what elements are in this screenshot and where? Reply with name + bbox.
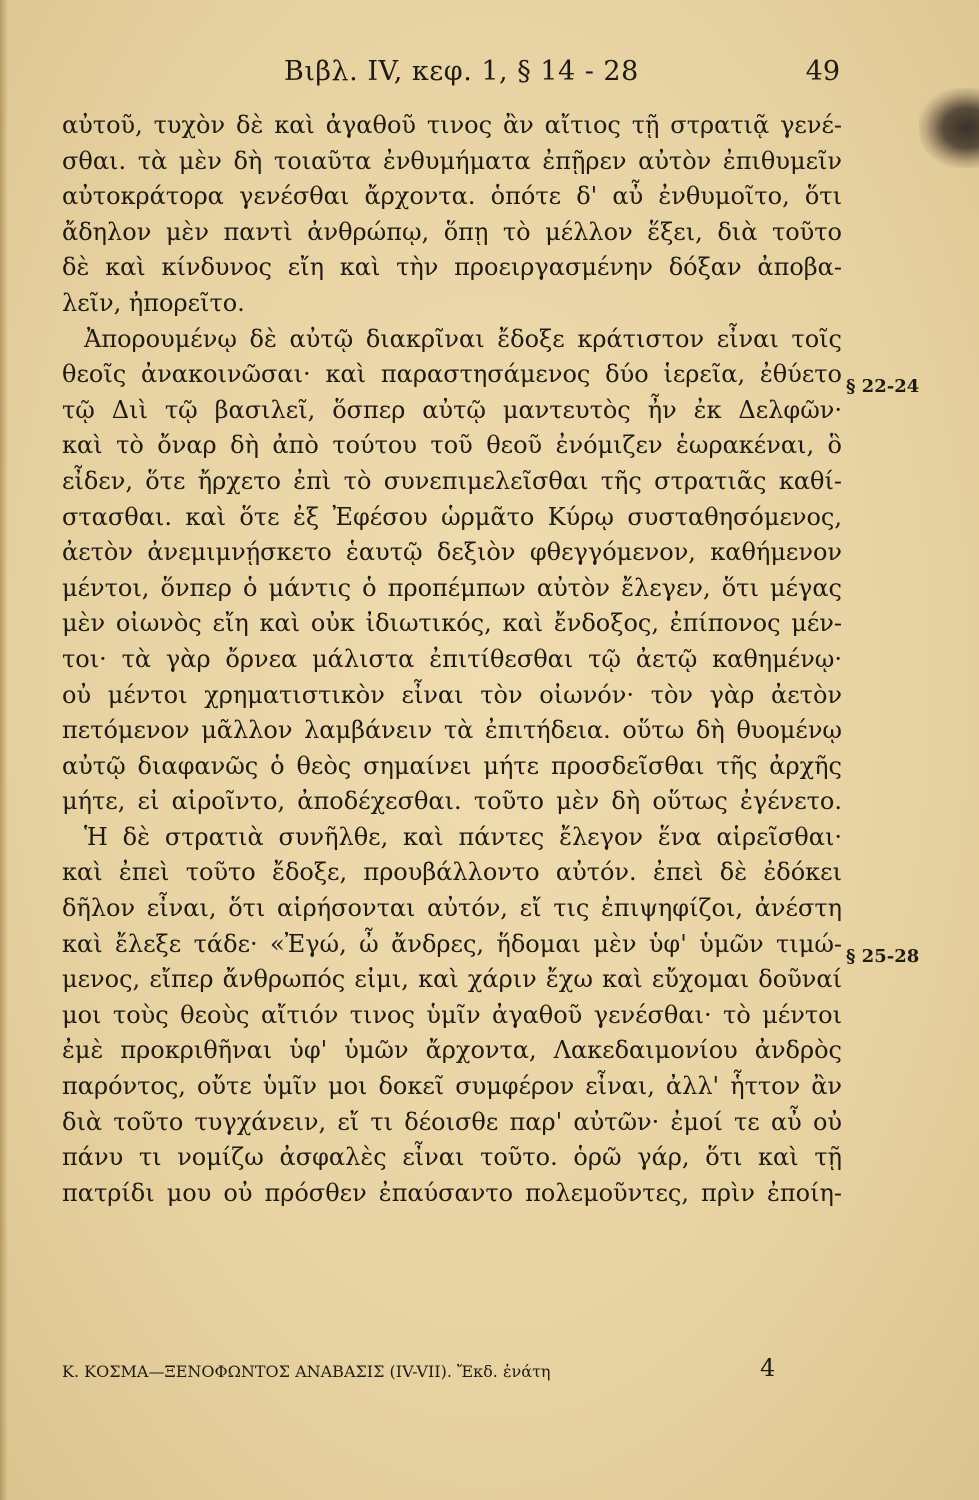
text-line: ἐμὲ προκριθῆναι ὑφ' ὑμῶν ἄρχοντα, Λακεδαιμονίου ἀνδρὸς bbox=[62, 1036, 842, 1065]
ink-stain bbox=[919, 88, 979, 168]
text-line: μενος, εἴπερ ἄνθρωπός εἰμι, καὶ χάριν ἔχω καὶ εὔχομαι δοῦναί bbox=[62, 965, 842, 994]
text-line: πάνυ τι νομίζω ἀσφαλὲς εἶναι τοῦτο. ὁρῶ γάρ, ὅτι καὶ τῇ bbox=[62, 1143, 842, 1172]
text-line: δὲ καὶ κίνδυνος εἴη καὶ τὴν προειργασμένην δόξαν ἀποβα- bbox=[62, 253, 842, 282]
text-line: στασθαι. καὶ ὅτε ἐξ Ἐφέσου ὡρμᾶτο Κύρῳ συσταθησόμενος, bbox=[62, 502, 842, 531]
text-line: σθαι. τὰ μὲν δὴ τοιαῦτα ἐνθυμήματα ἐπῇρεν αὐτὸν ἐπιθυμεῖν bbox=[62, 146, 842, 175]
text-line: ἀετὸν ἀνεμιμνῄσκετο ἑαυτῷ δεξιὸν φθεγγόμενον, καθήμενον bbox=[62, 538, 842, 567]
body-text bbox=[62, 108, 842, 1211]
text-line: αὐτῷ διαφανῶς ὁ θεὸς σημαίνει μήτε προσδεῖσθαι τῆς ἀρχῆς bbox=[62, 751, 842, 780]
text-line: ἄδηλον μὲν παντὶ ἀνθρώπῳ, ὅπῃ τὸ μέλλον ἕξει, διὰ τοῦτο bbox=[62, 217, 842, 246]
running-head: Βιβλ. IV, κεφ. 1, § 14 - 28 bbox=[284, 56, 639, 87]
text-line: καὶ ἐπεὶ τοῦτο ἔδοξε, προυβάλλοντο αὐτόν. ἐπεὶ δὲ ἐδόκει bbox=[62, 858, 842, 887]
text-line: Ἡ δὲ στρατιὰ συνῆλθε, καὶ πάντες ἔλεγον ἕνα αἱρεῖσθαι· bbox=[84, 822, 842, 851]
text-line: λεῖν, ἠπορεῖτο. bbox=[62, 288, 245, 317]
text-line: θεοῖς ἀνακοινῶσαι· καὶ παραστησάμενος δύο ἱερεῖα, ἐθύετο bbox=[62, 360, 842, 389]
text-line: καὶ τὸ ὄναρ δὴ ἀπὸ τούτου τοῦ θεοῦ ἐνόμιζεν ἑωρακέναι, ὃ bbox=[62, 431, 842, 460]
text-line: τοι· τὰ γὰρ ὄρνεα μάλιστα ἐπιτίθεσθαι τῷ ἀετῷ καθημένῳ· bbox=[62, 644, 842, 673]
text-line: μέντοι, ὅνπερ ὁ μάντις ὁ προπέμπων αὐτὸν ἔλεγεν, ὅτι μέγας bbox=[62, 573, 842, 602]
text-line: δῆλον εἶναι, ὅτι αἱρήσονται αὐτόν, εἴ τις ἐπιψηφίζοι, ἀνέστη bbox=[62, 894, 842, 923]
page-number: 49 bbox=[805, 56, 840, 87]
footer-imprint: Κ. ΚΟΣΜΑ—ΞΕΝΟΦΩΝΤΟΣ ΑΝΑΒΑΣΙΣ (IV-VII). Ἔκδ. ἐνάτη bbox=[62, 1362, 551, 1381]
text-line: εἶδεν, ὅτε ἤρχετο ἐπὶ τὸ συνεπιμελεῖσθαι τῆς στρατιᾶς καθί- bbox=[62, 466, 842, 495]
text-line: πατρίδι μου οὐ πρόσθεν ἐπαύσαντο πολεμοῦντες, πρὶν ἐποίη- bbox=[62, 1178, 842, 1207]
margin-note-section: § 25-28 bbox=[846, 946, 920, 967]
text-line: αὐτοκράτορα γενέσθαι ἄρχοντα. ὁπότε δ' αὖ ἐνθυμοῖτο, ὅτι bbox=[62, 182, 842, 211]
signature-mark: 4 bbox=[760, 1354, 776, 1382]
text-line: μήτε, εἰ αἱροῖντο, ἀποδέχεσθαι. τοῦτο μὲν δὴ οὕτως ἐγένετο. bbox=[62, 787, 842, 816]
margin-note-section: § 22-24 bbox=[846, 376, 920, 397]
page-edge-shadow bbox=[0, 0, 8, 1500]
text-line: πετόμενον μᾶλλον λαμβάνειν τὰ ἐπιτήδεια. οὕτω δὴ θυομένῳ bbox=[62, 716, 842, 745]
text-line: οὐ μέντοι χρηματιστικὸν εἶναι τὸν οἰωνόν· τὸν γὰρ ἀετὸν bbox=[62, 680, 842, 709]
text-line: τῷ Διὶ τῷ βασιλεῖ, ὅσπερ αὐτῷ μαντευτὸς ἦν ἐκ Δελφῶν· bbox=[62, 395, 842, 424]
text-line: διὰ τοῦτο τυγχάνειν, εἴ τι δέοισθε παρ' αὐτῶν· ἐμοί τε αὖ οὐ bbox=[62, 1107, 842, 1136]
page-header bbox=[80, 56, 840, 96]
text-line: Ἀπορουμένῳ δὲ αὐτῷ διακρῖναι ἔδοξε κράτιστον εἶναι τοῖς bbox=[84, 324, 842, 353]
text-line: μοι τοὺς θεοὺς αἴτιόν τινος ὑμῖν ἀγαθοῦ γενέσθαι· τὸ μέντοι bbox=[62, 1000, 842, 1029]
text-line: καὶ ἔλεξε τάδε· «Ἐγώ, ὦ ἄνδρες, ἥδομαι μὲν ὑφ' ὑμῶν τιμώ- bbox=[62, 929, 842, 958]
text-line: αὐτοῦ, τυχὸν δὲ καὶ ἀγαθοῦ τινος ἂν αἴτιος τῇ στρατιᾷ γενέ- bbox=[62, 111, 842, 139]
text-line: μὲν οἰωνὸς εἴη καὶ οὐκ ἰδιωτικός, καὶ ἔνδοξος, ἐπίπονος μέν- bbox=[62, 609, 842, 638]
text-line: παρόντος, οὔτε ὑμῖν μοι δοκεῖ συμφέρον εἶναι, ἀλλ' ἧττον ἂν bbox=[62, 1072, 842, 1101]
